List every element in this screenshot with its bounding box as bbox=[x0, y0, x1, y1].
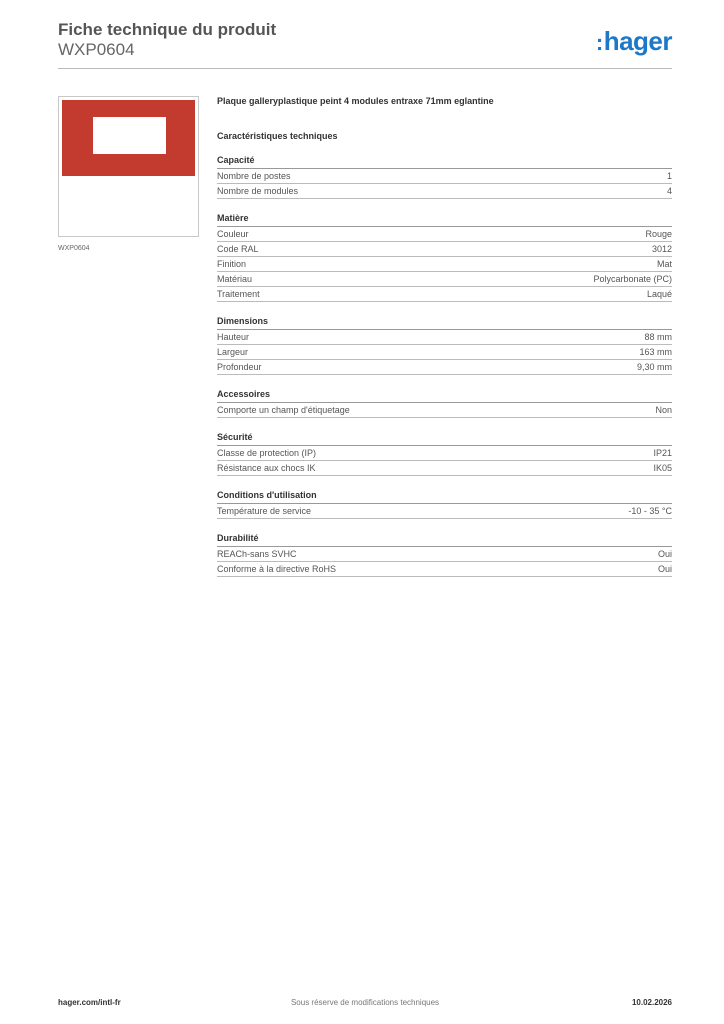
spec-row bbox=[217, 257, 672, 272]
page-footer bbox=[58, 998, 672, 1010]
footer-disclaimer: Sous réserve de modifications techniques bbox=[290, 998, 440, 1007]
spec-label: Profondeur bbox=[217, 362, 262, 372]
spec-row bbox=[217, 272, 672, 287]
spec-section-durabilite bbox=[217, 533, 672, 577]
spec-section-securite bbox=[217, 432, 672, 476]
spec-label: Finition bbox=[217, 259, 247, 269]
spec-label: Nombre de modules bbox=[217, 186, 299, 196]
spec-section-capacite bbox=[217, 155, 672, 199]
spec-value: 1 bbox=[666, 171, 672, 181]
spec-value: 88 mm bbox=[644, 332, 672, 342]
spec-row bbox=[217, 227, 672, 242]
logo-text: hager bbox=[603, 26, 672, 56]
spec-row bbox=[217, 169, 672, 184]
specs-heading: Caractéristiques techniques bbox=[217, 131, 338, 141]
spec-label: Largeur bbox=[217, 347, 249, 357]
spec-row bbox=[217, 461, 672, 476]
product-image bbox=[58, 96, 199, 237]
hager-logo bbox=[596, 26, 672, 57]
spec-value: Non bbox=[655, 405, 672, 415]
spec-value: IK05 bbox=[653, 463, 672, 473]
spec-label: Nombre de postes bbox=[217, 171, 291, 181]
spec-value: Mat bbox=[656, 259, 672, 269]
spec-label: Couleur bbox=[217, 229, 249, 239]
spec-value: Oui bbox=[657, 564, 672, 574]
section-title: Matière bbox=[217, 213, 672, 227]
spec-value: -10 - 35 °C bbox=[628, 506, 672, 516]
product-code: WXP0604 bbox=[58, 40, 135, 59]
spec-section-dimensions bbox=[217, 316, 672, 375]
spec-section-conditions bbox=[217, 490, 672, 519]
spec-value: 163 mm bbox=[639, 347, 672, 357]
page-title: Fiche technique du produit bbox=[58, 20, 277, 39]
image-caption: WXP0604 bbox=[58, 245, 90, 252]
section-title: Sécurité bbox=[217, 432, 672, 446]
spec-value: IP21 bbox=[653, 448, 672, 458]
spec-label: Comporte un champ d'étiquetage bbox=[217, 405, 350, 415]
spec-row bbox=[217, 446, 672, 461]
spec-row bbox=[217, 345, 672, 360]
spec-label: Matériau bbox=[217, 274, 253, 284]
spec-section-matiere bbox=[217, 213, 672, 302]
footer-website-link[interactable]: hager.com/intl-fr bbox=[58, 998, 121, 1007]
product-title: Plaque galleryplastique peint 4 modules entraxe 71mm eglantine bbox=[217, 96, 494, 106]
spec-row bbox=[217, 330, 672, 345]
section-title: Dimensions bbox=[217, 316, 672, 330]
spec-row bbox=[217, 562, 672, 577]
spec-value: Polycarbonate (PC) bbox=[593, 274, 672, 284]
spec-label: Classe de protection (IP) bbox=[217, 448, 317, 458]
section-title: Accessoires bbox=[217, 389, 672, 403]
spec-label: Code RAL bbox=[217, 244, 259, 254]
spec-panel bbox=[217, 96, 672, 577]
spec-value: 9,30 mm bbox=[636, 362, 672, 372]
header-divider bbox=[58, 68, 672, 69]
section-title: Conditions d'utilisation bbox=[217, 490, 672, 504]
spec-label: Résistance aux chocs IK bbox=[217, 463, 316, 473]
spec-value: Rouge bbox=[645, 229, 672, 239]
spec-row bbox=[217, 504, 672, 519]
spec-row bbox=[217, 287, 672, 302]
section-title: Capacité bbox=[217, 155, 672, 169]
logo-colon-icon: : bbox=[595, 30, 603, 55]
footer-date: 10.02.2026 bbox=[631, 998, 672, 1007]
spec-row bbox=[217, 360, 672, 375]
spec-value: Oui bbox=[657, 549, 672, 559]
plate-opening bbox=[93, 117, 166, 154]
spec-label: Hauteur bbox=[217, 332, 250, 342]
spec-row bbox=[217, 184, 672, 199]
plate-illustration bbox=[62, 100, 195, 176]
spec-row bbox=[217, 403, 672, 418]
section-title: Durabilité bbox=[217, 533, 672, 547]
spec-value: 3012 bbox=[651, 244, 672, 254]
spec-label: Traitement bbox=[217, 289, 260, 299]
spec-label: Température de service bbox=[217, 506, 312, 516]
spec-label: Conforme à la directive RoHS bbox=[217, 564, 337, 574]
spec-row bbox=[217, 242, 672, 257]
spec-section-accessoires bbox=[217, 389, 672, 418]
spec-row bbox=[217, 547, 672, 562]
spec-value: 4 bbox=[666, 186, 672, 196]
spec-value: Laqué bbox=[646, 289, 672, 299]
page-header bbox=[58, 20, 672, 60]
spec-label: REACh-sans SVHC bbox=[217, 549, 297, 559]
